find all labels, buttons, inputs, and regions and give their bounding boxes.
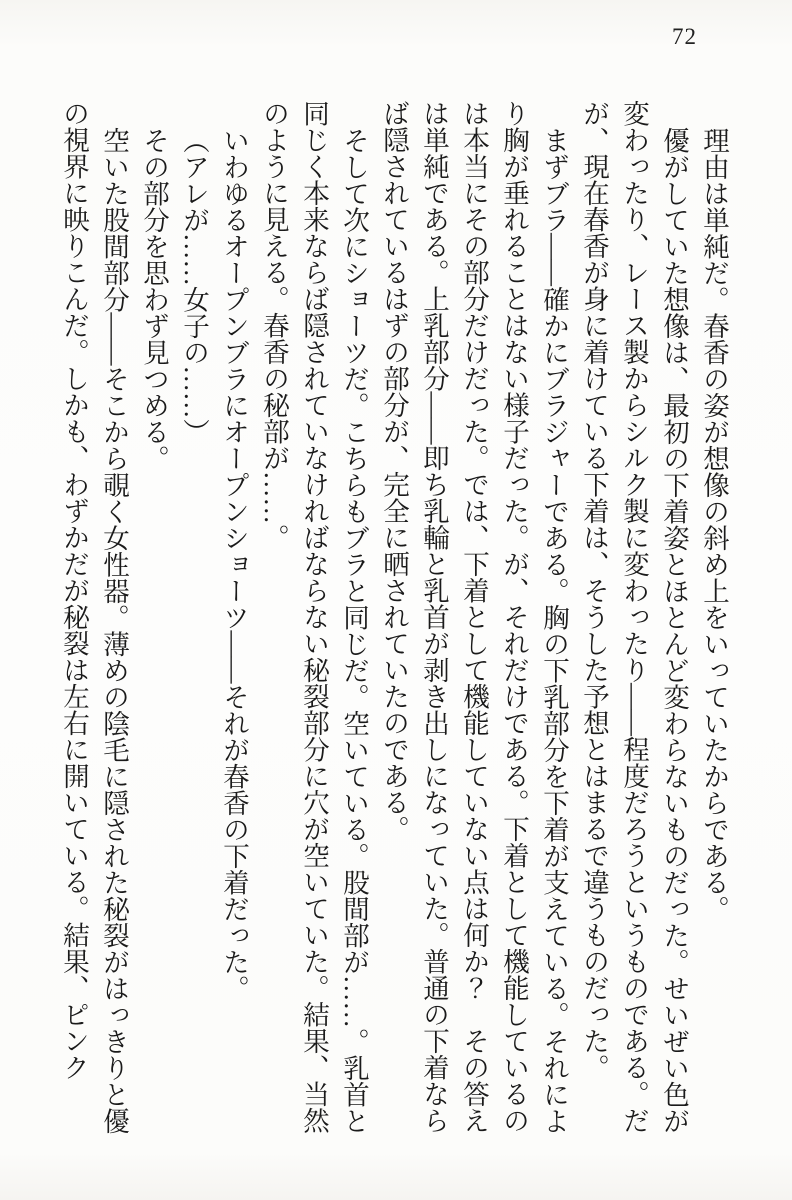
paragraph-8: 空いた股間部分――そこから覗く女性器。薄めの陰毛に隠された秘裂がはっきりと優の視界に映りこんだ。しかも、わずかだが秘裂は左右に開いている。結果、ピンク [59, 100, 129, 1134]
page-number: 72 [672, 24, 697, 49]
paragraph-7: その部分を思わず見つめる。 [139, 126, 169, 471]
paragraph-3: まずブラ――確かにブラジャーである。胸の下乳部分を下着が支えている。それにより胸が垂れることはない様子だった。が、それだけである。下着として機能しているのは本当にその部分だけだった。では、下着として機能していない点は何か？ その答えは単純である。上乳部分――即ち乳輪と乳首が剥き出しになっていた。普通の下着ならば隠されているはずの部分が、完全に晒されていたのである。 [379, 100, 569, 1134]
paragraph-1: 理由は単純だ。春香の姿が想像の斜め上をいっていたからである。 [699, 126, 729, 922]
paragraph-2: 優がしていた想像は、最初の下着姿とほとんど変わらないものだった。せいぜい色が変わったり、レース製からシルク製に変わったり――程度だろうというものである。だが、現在春香が身に着けている下着は、そうした予想とはまるで違うものだった。 [579, 100, 689, 1134]
paragraph-4: そして次にショーツだ。こちらもブラと同じだ。空いている。股間部が……。乳首と同じく本来ならば隠されていなければならない秘裂部分に穴が空いていた。結果、当然のように見える。春香の秘部が……。 [259, 100, 369, 1134]
paragraph-6: （アレが……女子の……） [179, 126, 209, 445]
body-text [54, 100, 734, 1136]
paragraph-5: いわゆるオープンブラにオープンショーツ――それが春香の下着だった。 [219, 126, 249, 1001]
